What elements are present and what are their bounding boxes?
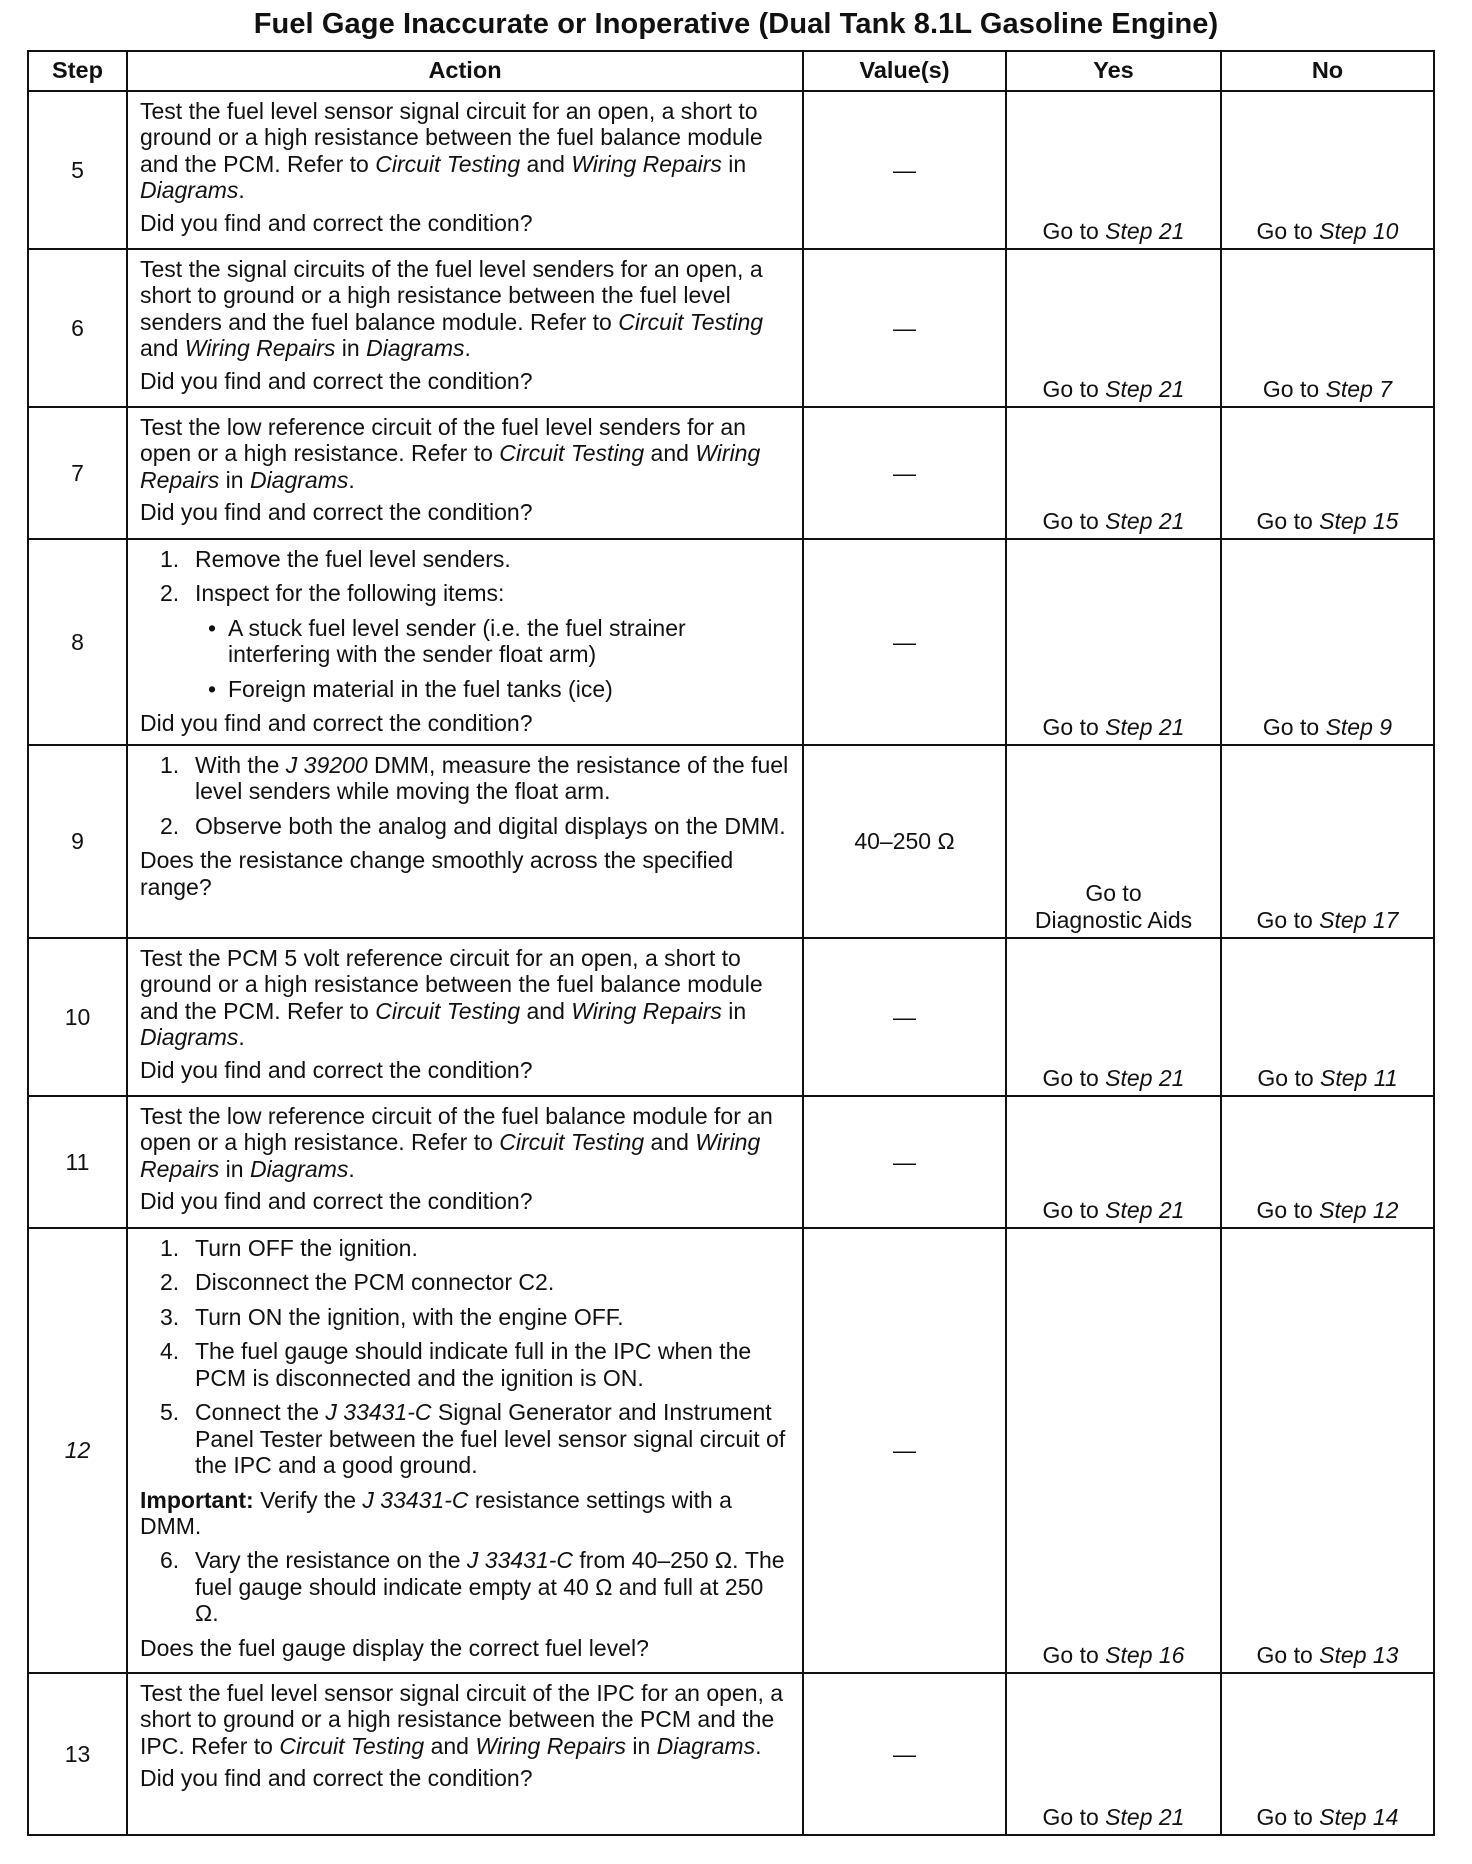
value-cell: — [803, 249, 1006, 407]
table-header-row [28, 51, 1434, 91]
table-row [28, 1096, 1434, 1228]
value-cell: — [803, 1096, 1006, 1228]
no-cell: Go to Step 14 [1221, 1673, 1434, 1835]
value-cell: — [803, 1673, 1006, 1835]
step-number: 12 [28, 1228, 127, 1673]
table-row [28, 91, 1434, 249]
table-row [28, 938, 1434, 1096]
table-row [28, 1673, 1434, 1835]
no-cell: Go to Step 12 [1221, 1096, 1434, 1228]
step-number: 7 [28, 407, 127, 539]
step-number: 13 [28, 1673, 127, 1835]
header-no: No [1221, 51, 1434, 91]
no-cell: Go to Step 11 [1221, 938, 1434, 1096]
value-cell: — [803, 539, 1006, 745]
no-cell: Go to Step 9 [1221, 539, 1434, 745]
action-cell: Test the fuel level sensor signal circuit for an open, a short to ground or a high resistance between the fuel balance module and the PCM. Refer to Circuit Testing and Wiring Repairs in Diagrams. Did you find and correct the condition? [127, 91, 803, 249]
yes-cell: Go to Step 21 [1006, 938, 1221, 1096]
table-row [28, 1228, 1434, 1673]
table-row [28, 249, 1434, 407]
step-number: 9 [28, 745, 127, 938]
yes-cell: Go to Step 21 [1006, 407, 1221, 539]
diagnostic-table [27, 50, 1435, 1836]
step-number: 6 [28, 249, 127, 407]
header-step: Step [28, 51, 127, 91]
action-cell: Test the fuel level sensor signal circuit of the IPC for an open, a short to ground or a high resistance between the PCM and the IPC. Refer to Circuit Testing and Wiring Repairs in Diagrams. Did you find and correct the condition? [127, 1673, 803, 1835]
no-cell: Go to Step 17 [1221, 745, 1434, 938]
table-row [28, 407, 1434, 539]
action-cell: 1. With the J 39200 DMM, measure the resistance of the fuel level senders while moving the float arm. 2. Observe both the analog and digital displays on the DMM. Does the resistance change smoothly across the specified range? [127, 745, 803, 938]
page-title: Fuel Gage Inaccurate or Inoperative (Dual Tank 8.1L Gasoline Engine) [253, 8, 1219, 40]
header-values: Value(s) [803, 51, 1006, 91]
no-cell: Go to Step 15 [1221, 407, 1434, 539]
action-cell: Test the PCM 5 volt reference circuit for an open, a short to ground or a high resistance between the fuel balance module and the PCM. Refer to Circuit Testing and Wiring Repairs in Diagrams. Did you find and correct the condition? [127, 938, 803, 1096]
step-number: 10 [28, 938, 127, 1096]
yes-cell: Go to Step 21 [1006, 91, 1221, 249]
yes-cell: Go to Step 16 [1006, 1228, 1221, 1673]
yes-cell: Go to Step 21 [1006, 249, 1221, 407]
step-number: 8 [28, 539, 127, 745]
table-row [28, 539, 1434, 745]
header-yes: Yes [1006, 51, 1221, 91]
yes-cell: Go to Step 21 [1006, 539, 1221, 745]
no-cell: Go to Step 13 [1221, 1228, 1434, 1673]
no-cell: Go to Step 10 [1221, 91, 1434, 249]
table-row [28, 745, 1434, 938]
yes-cell: Go to Diagnostic Aids [1006, 745, 1221, 938]
action-cell: Test the low reference circuit of the fuel level senders for an open or a high resistance. Refer to Circuit Testing and Wiring Repairs in Diagrams. Did you find and correct the condition? [127, 407, 803, 539]
value-cell: — [803, 938, 1006, 1096]
header-action: Action [127, 51, 803, 91]
yes-cell: Go to Step 21 [1006, 1096, 1221, 1228]
action-cell: Test the low reference circuit of the fuel balance module for an open or a high resistance. Refer to Circuit Testing and Wiring Repairs in Diagrams. Did you find and correct the condition? [127, 1096, 803, 1228]
step-number: 5 [28, 91, 127, 249]
value-cell: — [803, 1228, 1006, 1673]
action-cell: 1. Remove the fuel level senders. 2. Inspect for the following items: • A stuck fuel level sender (i.e. the fuel strainer interfering with the sender float arm) • Foreign material in the fuel tanks (ice) Did you find and correct the condition? [127, 539, 803, 745]
action-cell: Test the signal circuits of the fuel level senders for an open, a short to ground or a high resistance between the fuel level senders and the fuel balance module. Refer to Circuit Testing and Wiring Repairs in Diagrams. Did you find and correct the condition? [127, 249, 803, 407]
value-cell: — [803, 407, 1006, 539]
step-number: 11 [28, 1096, 127, 1228]
value-cell: — [803, 91, 1006, 249]
yes-cell: Go to Step 21 [1006, 1673, 1221, 1835]
action-cell: 1. Turn OFF the ignition. 2. Disconnect the PCM connector C2. 3. Turn ON the ignition, with the engine OFF. 4. The fuel gauge should indicate full in the IPC when the PCM is disconnected and the ignition is ON. 5. Connect the J 33431-C Signal Generator and Instrument Panel Tester between the fuel level sensor signal circuit of the IPC and a good ground. Important: Verify the J 33431-C resistance settings with a DMM. 6. Vary the resistance on the J 33431-C from 40–250 Ω. The fuel gauge should indicate empty at 40 Ω and full at 250 Ω. Does the fuel gauge display the correct fuel level? [127, 1228, 803, 1673]
no-cell: Go to Step 7 [1221, 249, 1434, 407]
value-cell: 40–250 Ω [803, 745, 1006, 938]
